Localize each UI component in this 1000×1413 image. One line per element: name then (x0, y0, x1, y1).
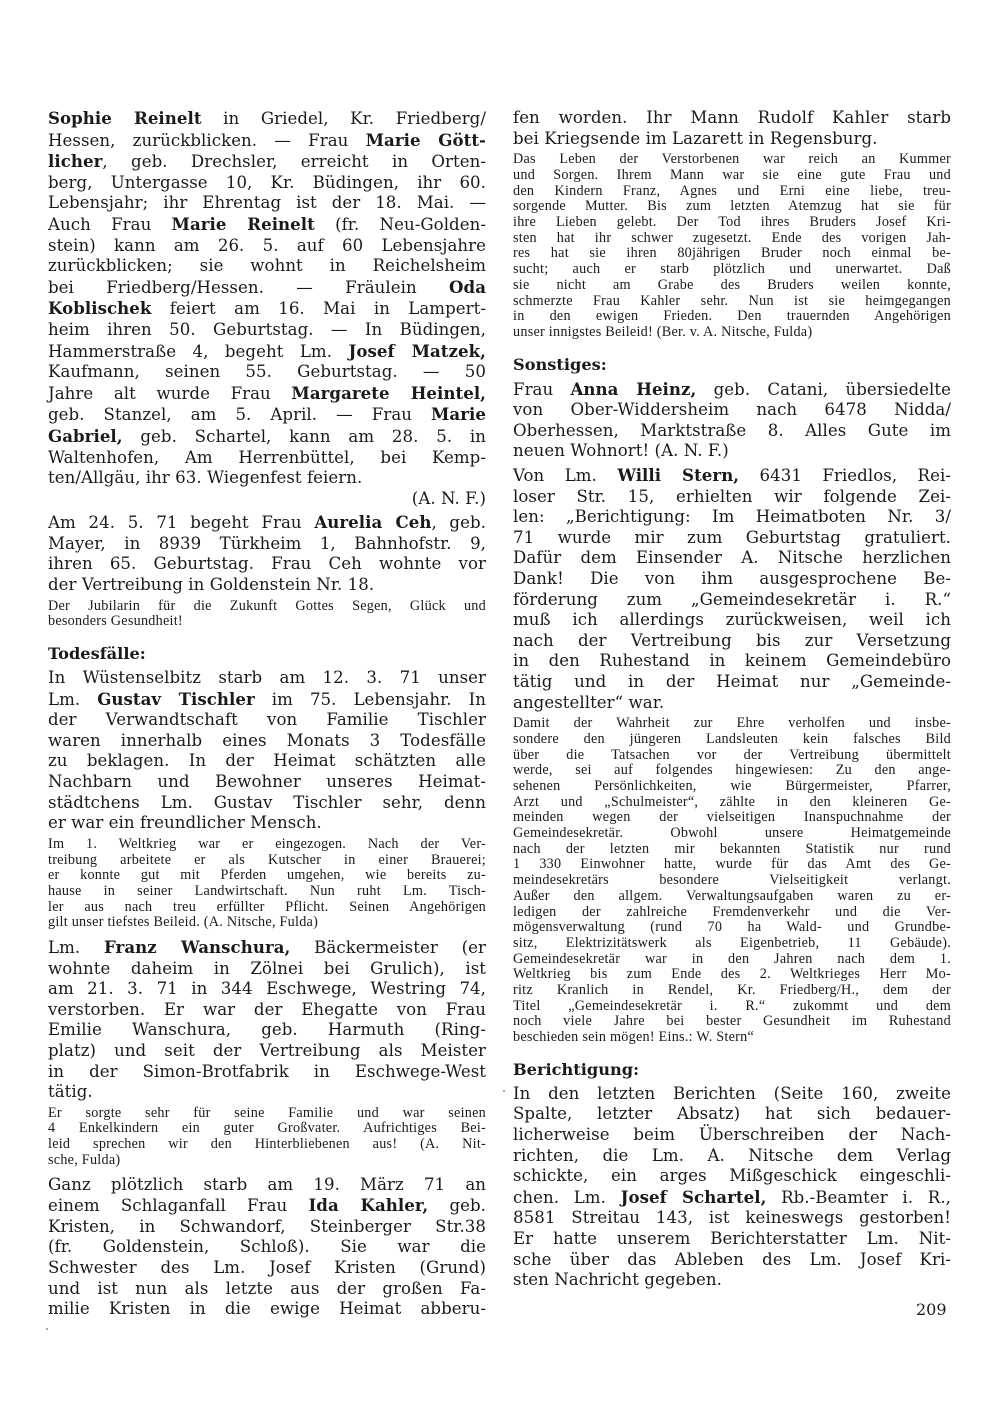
text-run: Oberhessen, Marktstraße 8. Alles Gute im (513, 420, 951, 440)
text-line (48, 1041, 486, 1062)
text-run: sitz, Elektrizitätswerk als Eigenbetrieb, 11 Gebäude). (513, 934, 951, 951)
note-paragraph (513, 716, 951, 1046)
bold-name: Gustav Tischler (97, 688, 255, 709)
text-line (513, 999, 951, 1015)
text-run: Mayer, in 8939 Türkheim 1, Bahnhofstr. 9, (48, 533, 486, 553)
text-line (48, 868, 486, 884)
text-run: in Griedel, Kr. Friedberg/ (201, 109, 486, 128)
text-run: (fr. Neu-Golden- (314, 214, 486, 234)
text-run: Ganz plötzlich starb am 19. März 71 an (48, 1174, 486, 1194)
text-run: sten Nachricht gegeben. (513, 1270, 722, 1290)
note-paragraph (48, 837, 486, 931)
text-line (513, 507, 951, 528)
text-run: Kaufmann, seinen 55. Geburtstag. — 50 (48, 362, 486, 382)
text-line (513, 873, 951, 889)
text-line (513, 309, 951, 325)
text-run: Arzt und „Schulmeister“, zählte in den kleineren Ge- (513, 793, 951, 810)
text-run: Jahre alt wurde Frau (48, 383, 292, 403)
text-line (48, 130, 486, 152)
text-run: er konnte gut mit Pferden umgehen, wie bereits zu- (48, 867, 486, 884)
text-line (513, 528, 951, 549)
text-run: meindesekretärs besondere Vielseitigkeit verlangt. (513, 872, 951, 889)
text-run: bei Friedberg/Hessen. — Fräulein (48, 277, 450, 297)
text-run: Titel „Gemeindesekretär i. R.“ zukommt und dem (513, 997, 951, 1014)
bold-name: Josef Schartel, (620, 1186, 767, 1207)
text-line (48, 1258, 486, 1279)
text-run: am 21. 3. 71 in 344 Eschwege, Westring 74, (48, 979, 486, 999)
text-line (513, 983, 951, 999)
text-line (48, 341, 486, 363)
text-run: 4 Enkelkindern ein guter Großvater. Aufrichtiges Bei- (48, 1120, 486, 1137)
text-run: leid sprechen wir den Hinterbliebenen aus! (A. Nit- (48, 1136, 486, 1153)
page-number: 209 (916, 1300, 947, 1319)
bold-name: Marie Gött- (365, 129, 486, 150)
note-paragraph (48, 599, 486, 630)
text-line (48, 151, 486, 173)
text-line (513, 246, 951, 262)
text-line (48, 751, 486, 772)
text-run: Kristen, in Schwandorf, Steinberger Str.38 (48, 1216, 486, 1236)
text-line (48, 900, 486, 916)
text-run: muß ich allerdings zurückweisen, weil ich (513, 610, 951, 630)
text-run: , geb. Drechsler, erreicht in Orten- (102, 152, 486, 172)
text-line (48, 979, 486, 1000)
text-line (48, 1020, 486, 1041)
text-run: hause in seiner Landwirtschaft. Nun ruht Lm. Tisch- (48, 882, 486, 899)
text-line (48, 554, 486, 575)
text-run: Der Jubilarin für die Zukunft Gottes Segen, Glück und (48, 597, 486, 614)
text-run: tätig und in der Heimat nur „Gemeinde- (513, 671, 951, 691)
text-line (48, 731, 486, 752)
bold-name: Ida Kahler, (308, 1195, 429, 1216)
bold-name: Koblischek (48, 298, 152, 319)
text-line (48, 173, 486, 194)
text-run: und ist nun als letzte aus der großen Fa- (48, 1278, 486, 1298)
text-run: richten, die Lm. A. Nitsche dem Verlag (513, 1145, 951, 1165)
text-line (513, 1146, 951, 1167)
left-column (48, 108, 486, 1323)
text-run: sucht; auch er starb plötzlich und unerwartet. Daß (513, 261, 951, 278)
text-run: in der Simon-Brotfabrik in Eschwege-West (48, 1061, 486, 1081)
text-run: feiert am 16. Mai in Lampert- (151, 299, 486, 319)
paragraph (48, 668, 486, 834)
text-run: licherweise beim Überschreiben der Nach- (513, 1125, 951, 1145)
text-line (48, 937, 486, 959)
text-line (513, 590, 951, 611)
text-run: , geb. (431, 513, 486, 533)
paragraph-gap (513, 1046, 951, 1052)
text-run: schickte, ein arges Mißgeschick eingeschli- (513, 1166, 951, 1186)
bold-name: Marie (431, 404, 486, 425)
text-line (48, 1153, 486, 1169)
text-run: sten hat ihr schwer zugesetzt. Ende des vorigen Jah- (513, 229, 951, 246)
text-line (48, 1217, 486, 1238)
text-line (48, 512, 486, 534)
text-line (513, 920, 951, 936)
text-line (513, 184, 951, 200)
text-run: loser Str. 15, erhielten wir folgende Zei- (513, 486, 951, 506)
text-run: chen. Lm. (513, 1187, 621, 1207)
paragraph-gap (48, 630, 486, 636)
text-run: Dafür dem Einsender A. Nitsche herzlichen (513, 548, 951, 568)
paragraph (48, 108, 486, 509)
note-paragraph (513, 152, 951, 340)
text-run: angestellter“ war. (513, 692, 665, 712)
text-run: geb. (428, 1196, 486, 1216)
bold-name: Aurelia Ceh (314, 512, 432, 533)
paragraph (48, 512, 486, 595)
text-run: bei Kriegsende im Lazarett in Regensburg. (513, 128, 878, 148)
text-line (513, 905, 951, 921)
text-line (513, 826, 951, 842)
text-line (48, 772, 486, 793)
text-run: Er sorgte sehr für seine Familie und war seinen (48, 1104, 486, 1121)
signature: (A. N. F.) (411, 488, 486, 508)
bold-name: Oda (449, 276, 486, 297)
text-line (513, 716, 951, 732)
paragraph (513, 108, 951, 149)
text-line (513, 108, 951, 129)
bold-name: Anna Heinz, (570, 378, 697, 399)
text-line (513, 325, 951, 341)
text-line (48, 1082, 486, 1103)
text-line (513, 548, 951, 569)
text-line (48, 534, 486, 555)
text-run: Außer den allgem. Verwaltungsaufgaben waren zu er- (513, 887, 951, 904)
text-line (48, 193, 486, 214)
text-line (48, 1195, 486, 1217)
text-run: sehenen Persönlichkeiten, wie Bürgermeister, Pfarrer, (513, 777, 951, 794)
text-line (513, 936, 951, 952)
text-run: und Sorgen. Ihrem Mann war sie eine gute Frau und (513, 166, 951, 183)
text-run: Bäckermeister (er (290, 938, 486, 958)
text-line (48, 1121, 486, 1137)
text-run: len: „Berichtigung: Im Heimatboten Nr. 3/ (513, 507, 951, 527)
text-run: Lm. (48, 689, 98, 709)
text-run: schmerzte Frau Kahler sehr. Nun ist sie heimgegangen (513, 292, 951, 309)
text-line (513, 168, 951, 184)
text-run: Emilie Wanschura, geb. Harmuth (Ring- (48, 1020, 486, 1040)
text-line (48, 915, 486, 931)
text-line (513, 1084, 951, 1105)
text-line (48, 1279, 486, 1300)
bold-name: Margarete Heintel, (291, 382, 487, 403)
text-run: 8581 Streitau 143, ist keineswegs gestorben! (513, 1208, 951, 1228)
text-line (513, 732, 951, 748)
text-run: gilt unser tiefstes Beileid. (A. Nitsche, Fulda) (48, 914, 319, 931)
text-run: ritz Kranlich in Rendel, Kr. Friedberg/H., dem der (513, 982, 951, 999)
text-line (48, 575, 486, 596)
bold-name: Josef Matzek, (348, 340, 486, 361)
text-run: ihre Lieben gelebt. Der Tod ihres Bruders Josef Kri- (513, 214, 951, 230)
text-line (513, 487, 951, 508)
print-speck (46, 1328, 48, 1330)
text-run: nach der Vertreibung bis zur Versetzung (513, 630, 951, 650)
text-line (48, 793, 486, 814)
text-line (48, 1237, 486, 1258)
text-run: werde, sei auf folgendes hingewiesen: Zu den ange- (513, 762, 951, 779)
text-run: Auch Frau (48, 214, 172, 234)
text-line (48, 813, 486, 834)
text-line (48, 404, 486, 426)
text-run: Frau (513, 379, 571, 399)
text-run: sche über das Ableben des Lm. Josef Kri- (513, 1249, 951, 1269)
text-run: sorgende Mutter. Bis zum letzten Atemzug hat sie für (513, 198, 951, 215)
text-line (48, 1137, 486, 1153)
text-run: in den Ruhestand in keinem Gemeindebüro (513, 651, 951, 671)
text-run: über die Tatsachen vor der Vertreibung übermittelt (513, 746, 951, 763)
text-line (48, 320, 486, 341)
text-run: 6431 Friedlos, Rei- (739, 466, 951, 485)
text-run: ler aus nach treu erfüllter Pflicht. Seinen Angehörigen (48, 898, 486, 915)
text-run: treibung arbeitete er als Kutscher in einer Brauerei; (48, 851, 486, 868)
text-line (48, 448, 486, 469)
text-line (513, 1250, 951, 1271)
text-run: res hat sie ihren 80jährigen Bruder noch einmal be- (513, 245, 951, 262)
text-line (48, 1175, 486, 1196)
text-run: den Kindern Franz, Agnes und Erni eine liebe, treu- (513, 182, 951, 199)
text-line (48, 668, 486, 689)
text-run: Nachbarn und Bewohner unseres Heimat- (48, 772, 486, 792)
text-run: sche, Fulda) (48, 1151, 121, 1168)
text-line (513, 1187, 951, 1209)
text-run: zurückblicken; sie wohnt in Reichelsheim (48, 256, 486, 276)
bold-name: Sophie Reinelt (48, 108, 202, 128)
text-run: Schwester des Lm. Josef Kristen (Grund) (48, 1257, 486, 1277)
text-line (48, 236, 486, 257)
text-run: förderung zum „Gemeindesekretär i. R.“ (513, 589, 951, 609)
text-line (513, 379, 951, 401)
text-line (513, 1208, 951, 1229)
section-heading: Sonstiges: (513, 354, 607, 374)
text-run: ledigen der zahlreiche Fremdenverkehr und die Ver- (513, 903, 951, 920)
text-run: ihren 65. Geburtstag. Frau Ceh wohnte vor (48, 554, 486, 574)
text-line (513, 421, 951, 442)
text-line (513, 400, 951, 421)
text-line (513, 569, 951, 590)
text-line (513, 952, 951, 968)
text-line (513, 651, 951, 672)
text-run: Damit der Wahrheit zur Ehre verholfen und insbe- (513, 715, 951, 732)
text-line (513, 1125, 951, 1146)
bold-name: Marie Reinelt (171, 213, 315, 234)
text-line (513, 631, 951, 652)
text-line (48, 1000, 486, 1021)
paragraph-gap (513, 341, 951, 347)
text-run: Lebensjahr; ihr Ehrentag ist der 18. Mai. — (48, 193, 486, 213)
text-run: 1 330 Einwohner hatte, wurde für das Amt des Ge- (513, 856, 951, 873)
text-line (48, 426, 486, 448)
text-run: meinden wegen der vielseitigen Inanspuchnahme der (513, 809, 951, 826)
text-run: Rb.-Beamter i. R., (766, 1187, 951, 1207)
text-run: sondere den jüngeren Landsleuten kein falsches Bild (513, 730, 951, 747)
text-run: In Wüstenselbitz starb am 12. 3. 71 unser (48, 668, 486, 688)
text-line (48, 1106, 486, 1122)
text-run: tätig. (48, 1082, 93, 1102)
text-run: neuen Wohnort! (A. N. F.) (513, 441, 729, 461)
text-line (513, 810, 951, 826)
section-heading: Todesfälle: (48, 644, 146, 664)
text-line (513, 779, 951, 795)
paragraph (513, 379, 951, 462)
text-run: stein) kann am 26. 5. auf 60 Lebensjahre (48, 235, 486, 255)
text-run: noch viele Jahre bei bester Gesundheit im Ruhestand (513, 1013, 951, 1030)
text-line (48, 1299, 486, 1320)
text-line (48, 1062, 486, 1083)
text-line (513, 129, 951, 150)
text-run: In den letzten Berichten (Seite 160, zweite (513, 1083, 951, 1103)
text-line (48, 959, 486, 980)
text-run: verstorben. Er war der Ehegatte von Frau (48, 999, 486, 1019)
text-line (513, 1270, 951, 1291)
text-run: Hessen, zurückblicken. — Frau (48, 130, 366, 150)
text-run: Dank! Die von ihm ausgesprochene Be- (513, 568, 951, 588)
text-run: geb. Stanzel, am 5. April. — Frau (48, 405, 432, 425)
text-run: Gemeindesekretär. Obwohl unsere Heimatgemeinde (513, 825, 951, 842)
text-line (48, 710, 486, 731)
text-run: Hammerstraße 4, begeht Lm. (48, 341, 349, 361)
text-line (513, 294, 951, 310)
bold-name: Franz Wanschura, (103, 937, 291, 958)
text-run: im 75. Lebensjahr. In (254, 689, 486, 709)
text-run: geb. Schartel, kann am 28. 5. in (122, 426, 486, 446)
text-line (48, 256, 486, 277)
text-run: der Vertreibung in Goldenstein Nr. 18. (48, 575, 375, 595)
bold-name: licher (48, 151, 103, 172)
text-run: nach der letzten mir bekannten Statistik nur rund (513, 840, 951, 857)
text-line (48, 277, 486, 299)
text-run: fen worden. Ihr Mann Rudolf Kahler starb (513, 108, 951, 127)
text-line (513, 1014, 951, 1030)
note-paragraph (48, 1106, 486, 1169)
text-run: berg, Untergasse 10, Kr. Büdingen, ihr 60. (48, 172, 486, 192)
text-line (513, 610, 951, 631)
text-run: Weltkrieg bis zum Ende des 2. Weltkrieges Herr Mo- (513, 966, 951, 983)
text-line (513, 967, 951, 983)
text-line (513, 231, 951, 247)
text-run: Er hatte unserem Berichterstatter Lm. Nit- (513, 1229, 951, 1249)
text-run: einem Schlaganfall Frau (48, 1196, 309, 1216)
text-run: Lm. (48, 938, 104, 958)
text-line (48, 214, 486, 236)
text-line (513, 1104, 951, 1125)
text-line (48, 614, 486, 630)
text-line (513, 1030, 951, 1046)
text-line (513, 199, 951, 215)
text-line (513, 278, 951, 294)
text-run: zu beklagen. In der Heimat schätzten alle (48, 751, 486, 771)
text-run: milie Kristen in die ewige Heimat abberu- (48, 1299, 486, 1319)
text-line (513, 672, 951, 693)
text-line (48, 468, 486, 489)
right-column (513, 108, 951, 1294)
text-line (48, 362, 486, 383)
text-line (513, 763, 951, 779)
text-run: (fr. Goldenstein, Schloß). Sie war die (48, 1237, 486, 1257)
text-line (513, 215, 951, 231)
text-line (48, 884, 486, 900)
text-run: sie nicht am Grabe des Bruders weilen konnte, (513, 276, 951, 293)
print-speck (503, 1090, 505, 1092)
text-run: beschieden sein mögen! Eins.: W. Stern“ (513, 1029, 755, 1046)
text-line (513, 795, 951, 811)
paragraph (48, 1175, 486, 1320)
text-run: von Ober-Widdersheim nach 6478 Nidda/ (513, 400, 951, 420)
text-run: Spalte, letzter Absatz) hat sich bedauer- (513, 1104, 951, 1124)
text-run: unser innigstes Beileid! (Ber. v. A. Nitsche, Fulda) (513, 323, 813, 340)
text-line (513, 748, 951, 764)
bold-name: Willi Stern, (617, 465, 740, 485)
text-line (513, 1166, 951, 1187)
text-run: ten/Allgäu, ihr 63. Wiegenfest feiern. (48, 468, 363, 488)
text-run: Gemeindesekretär war in den Jahren nach dem 1. (513, 950, 951, 967)
text-line (513, 152, 951, 168)
text-line (48, 837, 486, 853)
text-line (48, 383, 486, 405)
text-run: platz) und seit der Vertreibung als Meister (48, 1041, 486, 1060)
text-line (513, 889, 951, 905)
text-line (513, 465, 951, 487)
paragraph (513, 1084, 951, 1291)
paragraph (48, 937, 486, 1103)
paragraph-gap (513, 1291, 951, 1294)
text-line (513, 857, 951, 873)
text-run: der Verwandtschaft von Familie Tischler (48, 710, 486, 730)
text-run: geb. Catani, übersiedelte (696, 379, 952, 399)
text-line (513, 441, 951, 462)
text-line (513, 1229, 951, 1250)
bold-name: Gabriel, (48, 425, 123, 446)
text-line (513, 842, 951, 858)
text-line (513, 262, 951, 278)
text-line (513, 693, 951, 714)
text-run: mögensverwaltung (rund 70 ha Wald- und Grundbe- (513, 919, 951, 936)
text-run: waren innerhalb eines Monats 3 Todesfälle (48, 730, 486, 750)
text-run: 71 wurde mir zum Geburtstag gratuliert. (513, 527, 951, 547)
text-run: in den ewigen Frieden. Den trauernden Angehörigen (513, 308, 951, 325)
text-line (48, 689, 486, 711)
text-run: wohnte daheim in Zölnei bei Grulich), ist (48, 958, 486, 978)
section-heading: Berichtigung: (513, 1059, 640, 1079)
text-run: besonders Gesundheit! (48, 613, 183, 630)
text-run: er war ein freundlicher Mensch. (48, 813, 322, 833)
text-run: Am 24. 5. 71 begeht Frau (48, 513, 315, 533)
text-line (48, 599, 486, 615)
text-run: heim ihren 50. Geburtstag. — In Büdingen, (48, 319, 486, 339)
text-run: Von Lm. (513, 466, 618, 485)
text-line (48, 298, 486, 320)
text-line (48, 853, 486, 869)
text-run: Waltenhofen, Am Herrenbüttel, bei Kemp- (48, 447, 486, 467)
text-run: städtchens Lm. Gustav Tischler sehr, denn (48, 792, 486, 812)
text-run: Das Leben der Verstorbenen war reich an Kummer (513, 151, 951, 168)
paragraph-gap (48, 1320, 486, 1323)
text-run: Im 1. Weltkrieg war er eingezogen. Nach der Ver- (48, 835, 486, 852)
paragraph (513, 465, 951, 713)
text-line (48, 108, 486, 130)
